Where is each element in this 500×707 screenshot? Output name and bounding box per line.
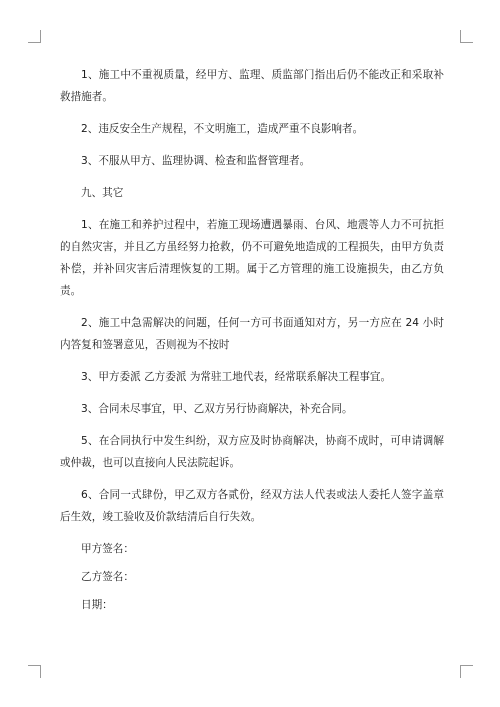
party-a-signature-line: 甲方签名： bbox=[81, 543, 134, 555]
crop-mark-bottom-right bbox=[460, 665, 473, 678]
date-line: 日期： bbox=[81, 599, 113, 611]
clause-paragraph: 2、违反安全生产规程，不文明施工，造成严重不良影响者。 bbox=[81, 123, 364, 135]
section-heading: 九、其它 bbox=[81, 187, 124, 199]
crop-mark-top-left bbox=[28, 30, 41, 43]
crop-mark-top-right bbox=[460, 30, 473, 43]
clause-paragraph: 5、在合同执行中发生纠纷，双方应及时协商解决，协商不成时，可申请调解或仲裁，也可以直接向人民法院起诉。 bbox=[60, 435, 444, 469]
clause-paragraph: 3、不服从甲方、监理协调、检查和监督管理者。 bbox=[81, 155, 311, 167]
clause-paragraph: 2、施工中急需解决的问题，任何一方可书面通知对方，另一方应在 24 小时内答复和签署意见，否则视为不按时 bbox=[60, 317, 444, 351]
document-body bbox=[60, 64, 444, 622]
clause-paragraph: 3、甲方委派 乙方委派 为常驻工地代表，经常联系解决工程事宜。 bbox=[81, 371, 392, 383]
clause-paragraph: 3、合同未尽事宜，甲、乙双方另行协商解决，补充合同。 bbox=[81, 403, 353, 415]
clause-paragraph: 1、在施工和养护过程中，若施工现场遭遇暴雨、台风、地震等人力不可抗拒的自然灾害，并且乙方虽经努力抢救，仍不可避免地造成的工程损失，由甲方负责补偿，并补回灾害后清理恢复的工期。属于乙方管理的施工设施损失，由乙方负责。 bbox=[60, 219, 444, 297]
crop-mark-bottom-left bbox=[28, 665, 41, 678]
party-b-signature-line: 乙方签名： bbox=[81, 571, 134, 583]
clause-paragraph: 6、合同一式肆份，甲乙双方各贰份，经双方法人代表或法人委托人签字盖章后生效，竣工验收及价款结清后自行失效。 bbox=[60, 489, 444, 523]
clause-paragraph: 1、施工中不重视质量，经甲方、监理、质监部门指出后仍不能改正和采取补救措施者。 bbox=[60, 69, 444, 103]
